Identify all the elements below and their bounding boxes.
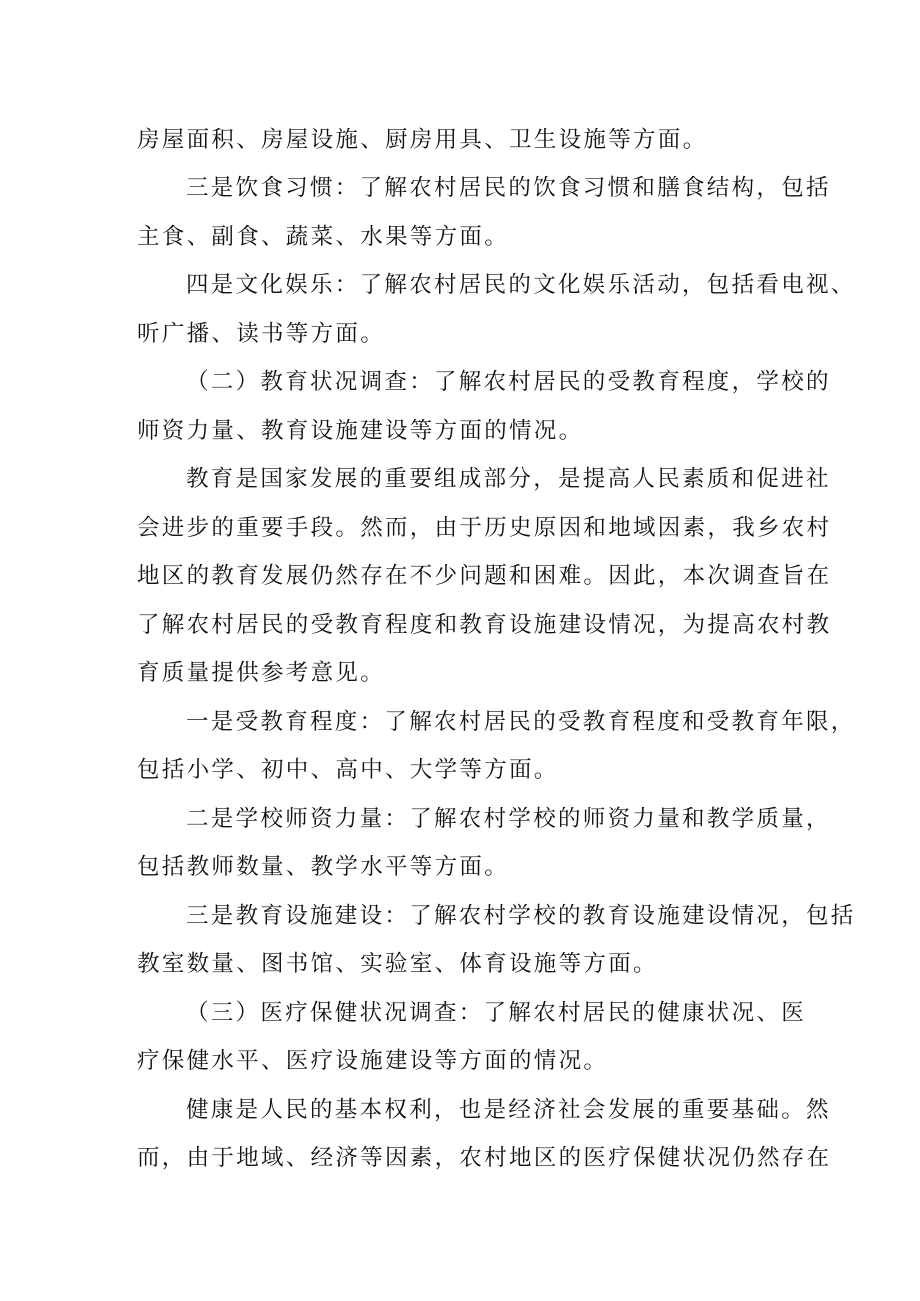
text-line: 包括小学、初中、高中、大学等方面。 (137, 757, 559, 783)
text-line: 育质量提供参考意见。 (137, 660, 386, 686)
text-line: 一是受教育程度：了解农村居民的受教育程度和受教育年限， (186, 709, 856, 735)
text-line: 会进步的重要手段。然而，由于历史原因和地域因素，我乡农村 (137, 515, 832, 541)
section-heading-cont: 疗保健水平、医疗设施建设等方面的情况。 (137, 1048, 609, 1074)
text-line: 地区的教育发展仍然存在不少问题和困难。因此，本次调查旨在 (137, 563, 832, 589)
section-heading-cont: 师资力量、教育设施建设等方面的情况。 (137, 418, 584, 444)
text-line: 听广播、读书等方面。 (137, 321, 386, 347)
text-line: 三是教育设施建设：了解农村学校的教育设施建设情况，包括 (186, 903, 856, 929)
text-line: 而，由于地域、经济等因素，农村地区的医疗保健状况仍然存在 (137, 1145, 832, 1171)
text-line: 教育是国家发展的重要组成部分，是提高人民素质和促进社 (186, 466, 831, 492)
text-line: 教室数量、图书馆、实验室、体育设施等方面。 (137, 951, 658, 977)
section-heading: （三）医疗保健状况调查：了解农村居民的健康状况、医 (186, 1000, 807, 1026)
text-line: 健康是人民的基本权利，也是经济社会发展的重要基础。然 (186, 1097, 831, 1123)
text-line: 三是饮食习惯：了解农村居民的饮食习惯和膳食结构，包括 (186, 175, 831, 201)
text-line: 了解农村居民的受教育程度和教育设施建设情况，为提高农村教 (137, 612, 832, 638)
text-line: 四是文化娱乐：了解农村居民的文化娱乐活动，包括看电视、 (186, 272, 856, 298)
text-line: 主食、副食、蔬菜、水果等方面。 (137, 224, 510, 250)
text-line: 二是学校师资力量：了解农村学校的师资力量和教学质量， (186, 806, 831, 832)
text-line: 房屋面积、房屋设施、厨房用具、卫生设施等方面。 (137, 127, 708, 153)
section-heading: （二）教育状况调查：了解农村居民的受教育程度，学校的 (186, 369, 831, 395)
text-line: 包括教师数量、教学水平等方面。 (137, 854, 510, 880)
